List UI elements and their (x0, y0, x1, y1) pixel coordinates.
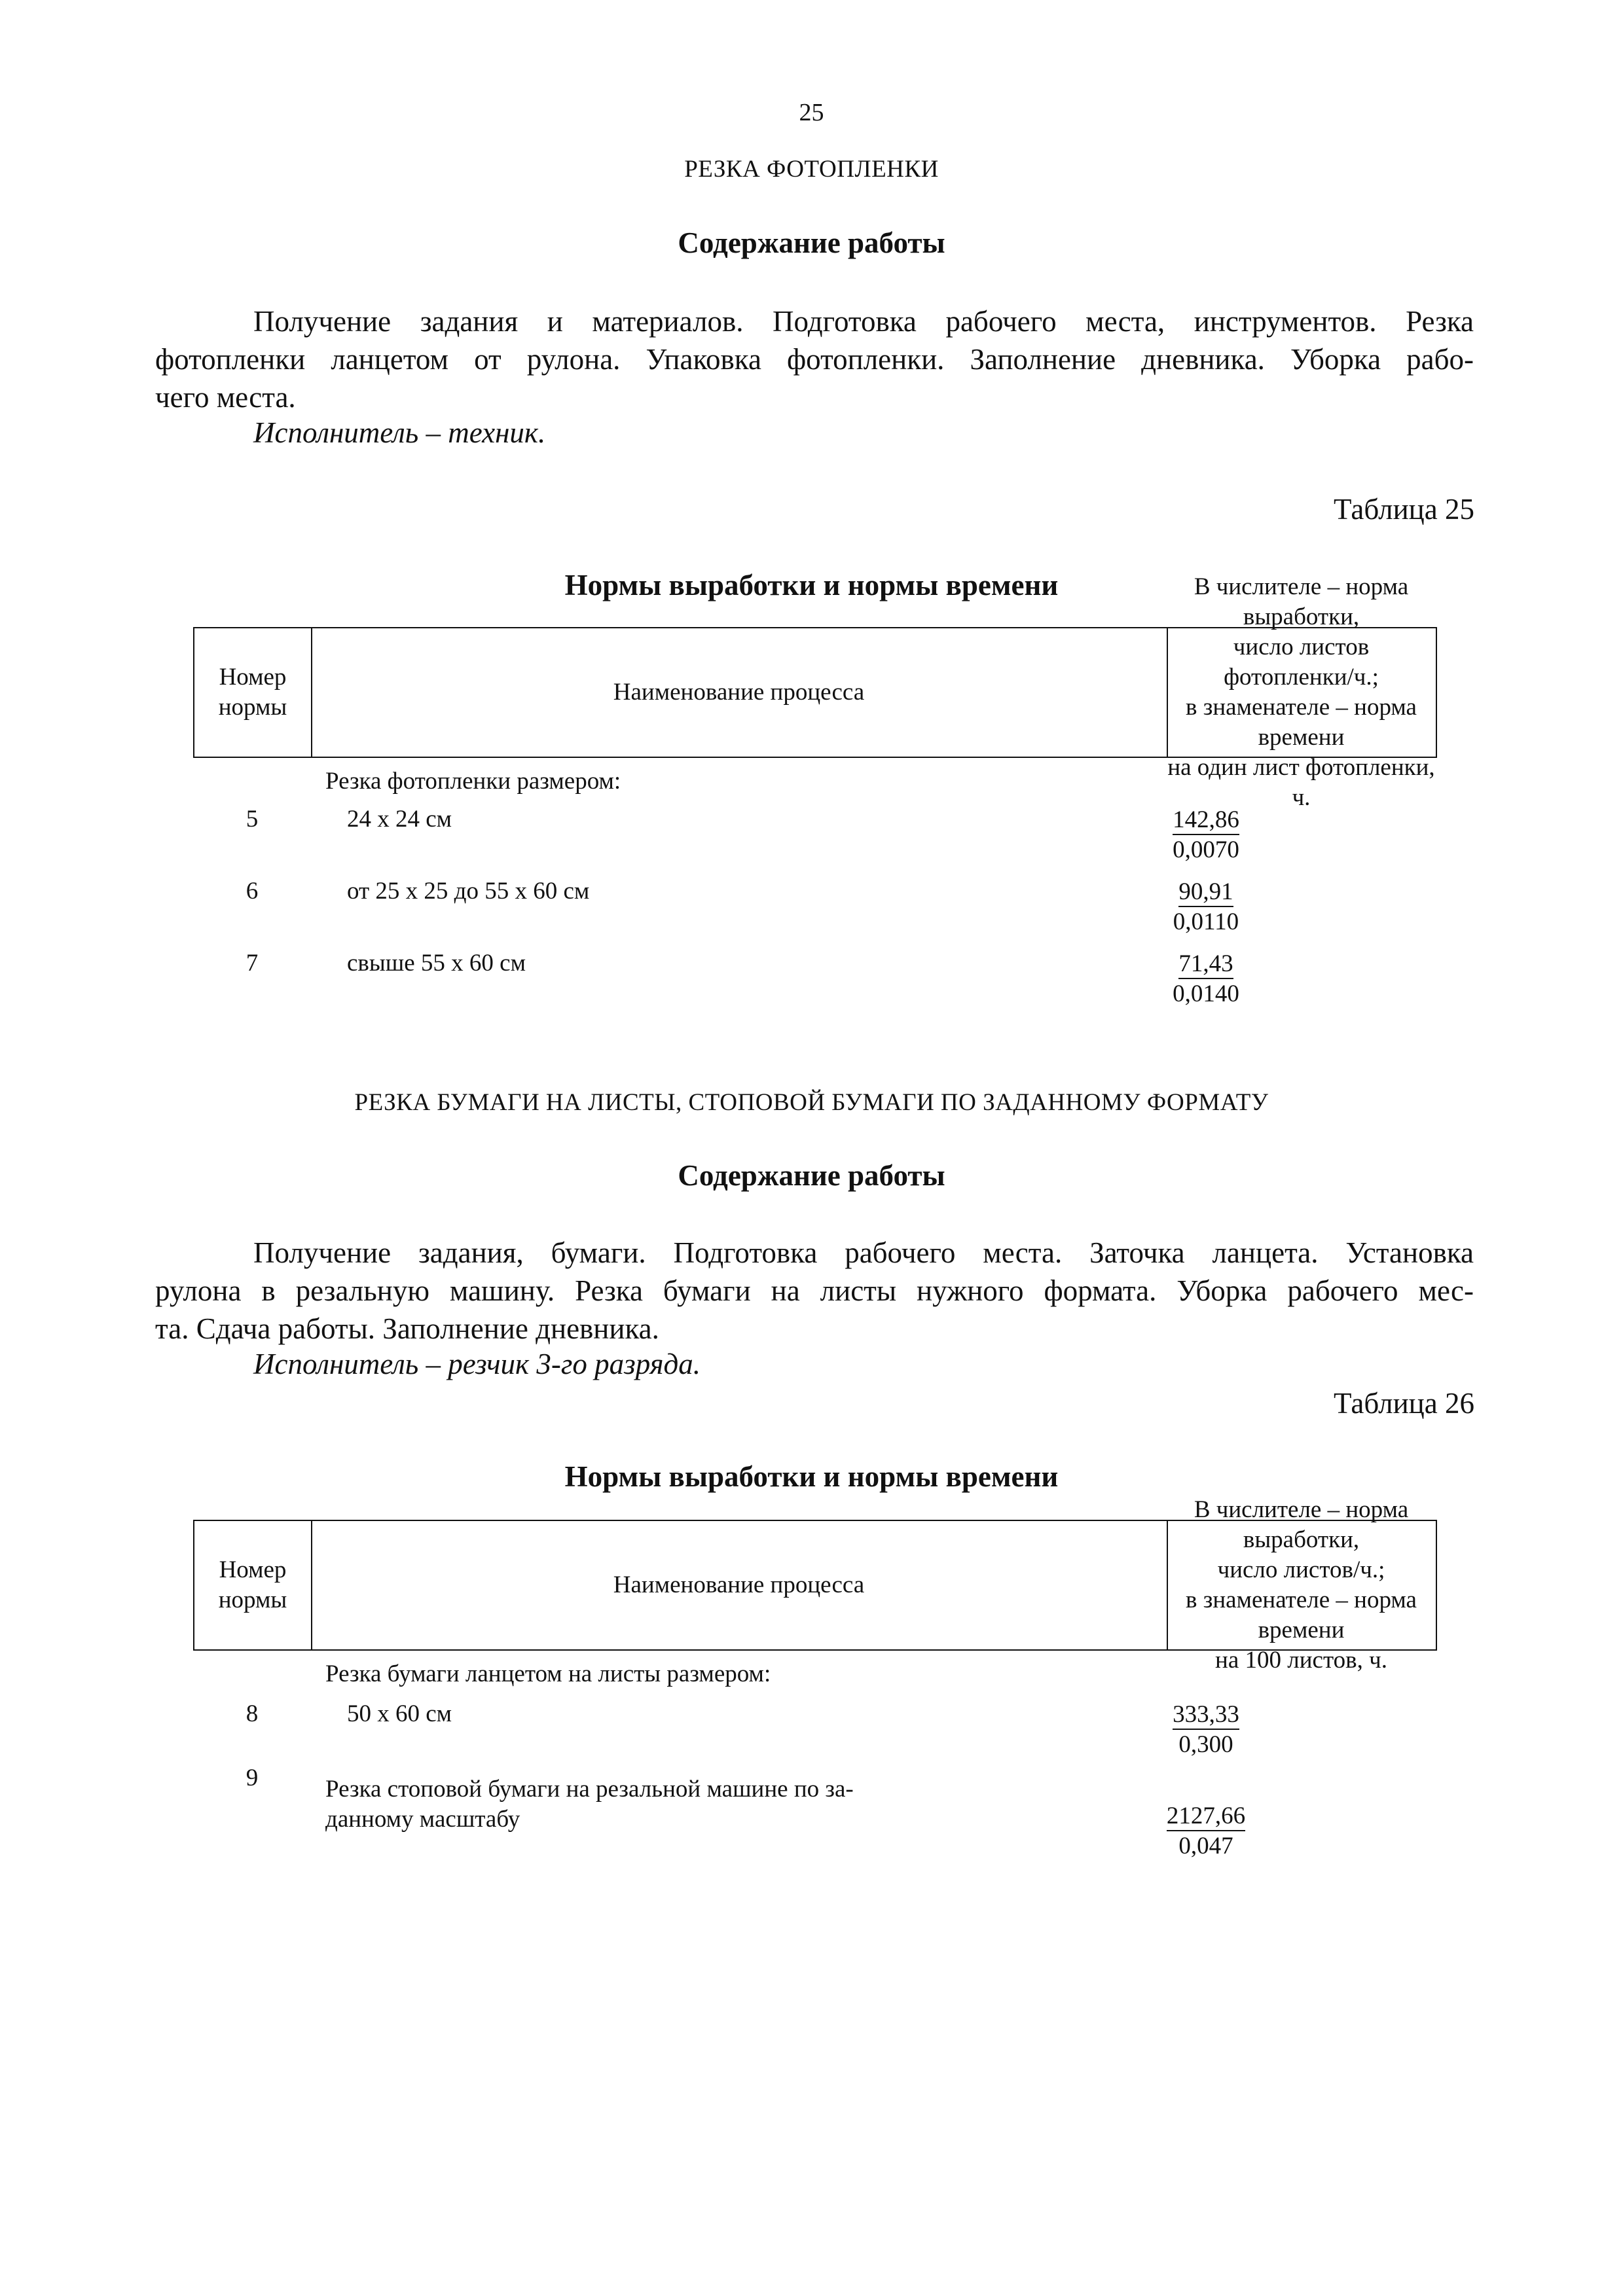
denominator: 0,0070 (1173, 836, 1239, 863)
denominator: 0,0110 (1173, 908, 1239, 935)
work-content-paragraph (155, 302, 1474, 416)
row-norm-fraction (1121, 805, 1291, 865)
header-process: Наименование процесса (311, 628, 1168, 757)
paragraph-line: рулона в резальную машину. Резка бумаги на листы нужного формата. Уборка рабочего мес- (155, 1274, 1474, 1307)
work-content-paragraph (155, 1234, 1474, 1348)
paragraph-line: Получение задания, бумаги. Подготовка рабочего места. Заточка ланцета. Установка (253, 1236, 1474, 1269)
work-content-heading: Содержание работы (678, 1159, 945, 1192)
row-process: 50 х 60 см (347, 1700, 452, 1727)
numerator: 333,33 (1173, 1701, 1239, 1730)
header-norm: В числителе – норма выработки, число листов/ч.; в знаменателе – норма времени на 100 листов, ч. (1186, 1496, 1417, 1674)
row-number: 8 (246, 1700, 259, 1727)
group-label: Резка фотопленки размером: (325, 768, 621, 795)
row-norm-fraction (1121, 877, 1291, 937)
header-process: Наименование процесса (311, 1521, 1168, 1649)
row-number: 9 (246, 1765, 259, 1791)
numerator: 142,86 (1173, 806, 1239, 835)
table-title: Нормы выработки и нормы времени (564, 569, 1059, 601)
work-content-heading: Содержание работы (678, 226, 945, 259)
row-process: свыше 55 х 60 см (347, 950, 526, 977)
numerator: 71,43 (1178, 950, 1233, 979)
executor-line: Исполнитель – резчик 3-го разряда. (253, 1348, 701, 1380)
row-process: от 25 х 25 до 55 х 60 см (347, 878, 590, 905)
denominator: 0,0140 (1173, 980, 1239, 1007)
denominator: 0,047 (1178, 1833, 1233, 1859)
row-norm-fraction (1121, 949, 1291, 1009)
page-number: 25 (799, 99, 824, 126)
table-label: Таблица 25 (1334, 493, 1474, 526)
row-norm-fraction (1121, 1700, 1291, 1760)
table-title: Нормы выработки и нормы времени (564, 1460, 1059, 1493)
denominator: 0,300 (1178, 1731, 1233, 1758)
row-process-line: данному масштабу (325, 1806, 520, 1833)
row-process-line: Резка стоповой бумаги на резальной машине по за- (325, 1776, 854, 1803)
paragraph-line: Получение задания и материалов. Подготовка рабочего места, инструментов. Резка (253, 305, 1474, 338)
numerator: 90,91 (1178, 878, 1233, 907)
table-label: Таблица 26 (1334, 1387, 1474, 1420)
header-number: Номер нормы (194, 628, 312, 757)
paragraph-line: фотопленки ланцетом от рулона. Упаковка фотопленки. Заполнение дневника. Уборка рабо- (155, 343, 1474, 376)
row-norm-fraction (1121, 1801, 1291, 1861)
section-title-paper-cutting: РЕЗКА БУМАГИ НА ЛИСТЫ, СТОПОВОЙ БУМАГИ ПО ЗАДАННОМУ ФОРМАТУ (354, 1089, 1269, 1116)
group-label: Резка бумаги ланцетом на листы размером: (325, 1660, 771, 1687)
paragraph-line: чего места. (155, 381, 296, 414)
executor-line: Исполнитель – техник. (253, 416, 546, 449)
header-number: Номер нормы (194, 1521, 312, 1649)
paragraph-line: та. Сдача работы. Заполнение дневника. (155, 1312, 659, 1345)
header-norm: В числителе – норма выработки, число листов фотопленки/ч.; в знаменателе – норма времени на один лист фотопленки, ч. (1167, 573, 1435, 811)
numerator: 2127,66 (1167, 1803, 1245, 1831)
row-number: 7 (246, 950, 259, 977)
row-process: 24 х 24 см (347, 806, 452, 833)
section-title-film-cutting: РЕЗКА ФОТОПЛЕНКИ (684, 156, 939, 183)
row-number: 5 (246, 806, 259, 833)
row-number: 6 (246, 878, 259, 905)
